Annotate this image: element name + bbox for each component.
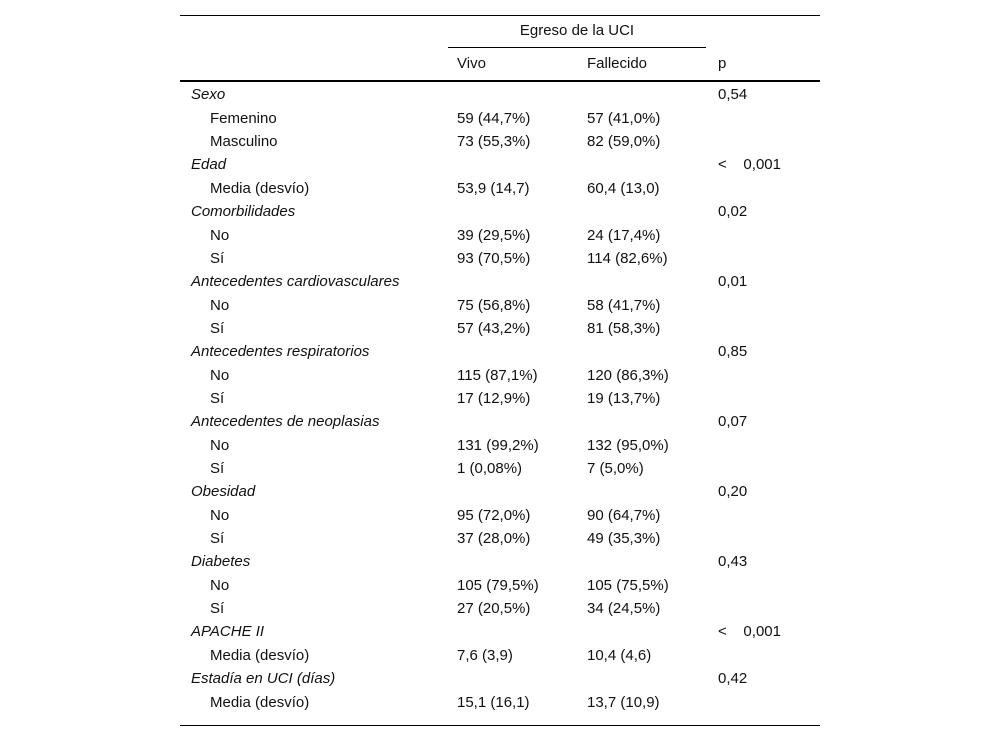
cell-fallecido: 10,4 (4,6) (587, 647, 652, 664)
table-bottom-rule (180, 725, 820, 726)
cell-vivo: 27 (20,5%) (457, 600, 531, 617)
section-row (180, 83, 820, 107)
cell-p-value: 0,42 (718, 670, 748, 687)
cell-p-value: 0,54 (718, 86, 748, 103)
cell-fallecido: 7 (5,0%) (587, 460, 644, 477)
table-row (180, 457, 820, 480)
cell-fallecido: 132 (95,0%) (587, 437, 669, 454)
cell-vivo: 131 (99,2%) (457, 437, 539, 454)
cell-fallecido: 49 (35,3%) (587, 530, 661, 547)
cell-fallecido: 34 (24,5%) (587, 600, 661, 617)
category-label: No (210, 437, 230, 454)
table-row (180, 504, 820, 527)
header-rule (180, 80, 820, 82)
section-row (180, 153, 820, 177)
cell-fallecido: 105 (75,5%) (587, 577, 669, 594)
cell-fallecido: 57 (41,0%) (587, 110, 661, 127)
category-label: Sí (210, 600, 225, 617)
category-label: Sí (210, 250, 225, 267)
table-row (180, 434, 820, 457)
section-row (180, 410, 820, 434)
cell-vivo: 39 (29,5%) (457, 227, 531, 244)
cell-vivo: 73 (55,3%) (457, 133, 531, 150)
cell-p-value: 0,07 (718, 413, 748, 430)
table-row (180, 597, 820, 620)
cell-fallecido: 81 (58,3%) (587, 320, 661, 337)
section-row (180, 200, 820, 224)
variable-label: Estadía en UCI (días) (191, 670, 336, 687)
category-label: Sí (210, 460, 225, 477)
column-header-p: p (718, 55, 727, 72)
cell-vivo: 37 (28,0%) (457, 530, 531, 547)
variable-label: Antecedentes respiratorios (191, 343, 370, 360)
table-row (180, 317, 820, 340)
cell-vivo: 17 (12,9%) (457, 390, 531, 407)
cell-vivo: 7,6 (3,9) (457, 647, 513, 664)
section-row (180, 340, 820, 364)
cell-fallecido: 60,4 (13,0) (587, 180, 660, 197)
section-row (180, 620, 820, 644)
cell-vivo: 59 (44,7%) (457, 110, 531, 127)
cell-fallecido: 19 (13,7%) (587, 390, 661, 407)
table-row (180, 107, 820, 130)
category-label: No (210, 297, 230, 314)
group-header-rule (448, 47, 706, 48)
category-label: Media (desvío) (210, 647, 310, 664)
variable-label: Sexo (191, 86, 226, 103)
variable-label: Antecedentes cardiovasculares (191, 273, 400, 290)
variable-label: Obesidad (191, 483, 256, 500)
cell-vivo: 57 (43,2%) (457, 320, 531, 337)
cell-fallecido: 13,7 (10,9) (587, 694, 660, 711)
variable-label: Comorbilidades (191, 203, 296, 220)
variable-label: APACHE II (191, 623, 265, 640)
table-row (180, 364, 820, 387)
cell-fallecido: 114 (82,6%) (587, 250, 668, 267)
column-header-fallecido: Fallecido (587, 55, 648, 72)
cell-fallecido: 58 (41,7%) (587, 297, 661, 314)
category-label: No (210, 507, 230, 524)
table-row (180, 130, 820, 153)
cell-p-value: 0,85 (718, 343, 748, 360)
cell-fallecido: 120 (86,3%) (587, 367, 669, 384)
column-header-vivo: Vivo (457, 55, 486, 72)
cell-p-value: < 0,001 (718, 623, 781, 640)
category-label: Media (desvío) (210, 694, 310, 711)
category-label: Sí (210, 390, 225, 407)
table-row (180, 247, 820, 270)
cell-p-value: < 0,001 (718, 156, 781, 173)
cell-p-value: 0,43 (718, 553, 748, 570)
cell-p-value: 0,01 (718, 273, 748, 290)
table-row (180, 574, 820, 597)
category-label: Femenino (210, 110, 277, 127)
cell-fallecido: 24 (17,4%) (587, 227, 661, 244)
cell-vivo: 75 (56,8%) (457, 297, 531, 314)
table-row (180, 224, 820, 247)
cell-vivo: 93 (70,5%) (457, 250, 531, 267)
cell-vivo: 15,1 (16,1) (457, 694, 530, 711)
variable-label: Edad (191, 156, 227, 173)
cell-vivo: 1 (0,08%) (457, 460, 523, 477)
section-row (180, 550, 820, 574)
cell-p-value: 0,20 (718, 483, 748, 500)
category-label: Sí (210, 530, 225, 547)
category-label: Sí (210, 320, 225, 337)
table-row (180, 294, 820, 317)
cell-vivo: 105 (79,5%) (457, 577, 539, 594)
table-row (180, 644, 820, 667)
cell-vivo: 53,9 (14,7) (457, 180, 530, 197)
variable-label: Diabetes (191, 553, 251, 570)
category-label: No (210, 577, 230, 594)
cell-vivo: 115 (87,1%) (457, 367, 538, 384)
section-row (180, 480, 820, 504)
cell-vivo: 95 (72,0%) (457, 507, 531, 524)
category-label: No (210, 227, 230, 244)
cell-fallecido: 82 (59,0%) (587, 133, 661, 150)
category-label: No (210, 367, 230, 384)
category-label: Media (desvío) (210, 180, 310, 197)
table-top-rule (180, 15, 820, 16)
variable-label: Antecedentes de neoplasias (191, 413, 380, 430)
table-row (180, 691, 820, 714)
cell-p-value: 0,02 (718, 203, 748, 220)
table-row (180, 387, 820, 410)
category-label: Masculino (210, 133, 278, 150)
table-row (180, 177, 820, 200)
table-row (180, 527, 820, 550)
section-row (180, 270, 820, 294)
group-header: Egreso de la UCI (519, 22, 635, 39)
section-row (180, 667, 820, 691)
table-body (180, 83, 820, 714)
cell-fallecido: 90 (64,7%) (587, 507, 661, 524)
